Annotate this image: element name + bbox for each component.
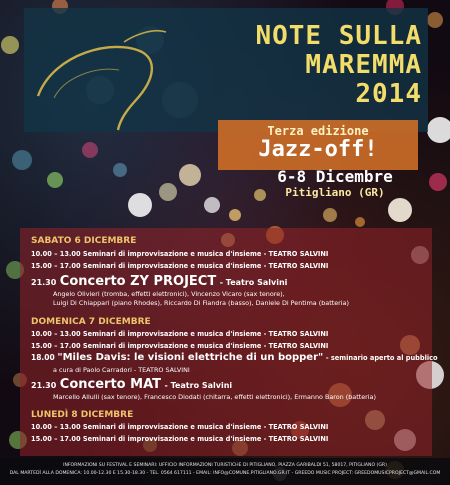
day-3-heading: LUNEDÌ 8 DICEMBRE <box>31 410 134 420</box>
concert-time: 21.30 <box>31 278 57 287</box>
day-2-seminar-curator: a cura di Paolo Carradori - TEATRO SALVINI <box>53 366 190 374</box>
day-2-seminar-2: 15.00 – 17.00 Seminari di improvvisazione e musica d'insieme - TEATRO SALVINI <box>31 342 329 350</box>
edition-box <box>218 120 418 170</box>
day-1-performers-1: Angelo Olivieri (tromba, effetti elettronici), Vincenzo Vicaro (sax tenore), <box>53 290 285 298</box>
concert-time: 21.30 <box>31 381 57 390</box>
day-3-seminar-1: 10.00 – 13.00 Seminari di improvvisazione e musica d'insieme - TEATRO SALVINI <box>31 423 329 431</box>
day-1-concert <box>31 274 287 289</box>
concert-venue: - Teatro Salvini <box>164 381 233 390</box>
footer-info <box>0 458 450 485</box>
footer-line-2: DAL MARTEDÌ ALLA DOMENICA: 10.00-12.30 E 15.30-18.30 - TEL. 0564 617111 - EMAIL: INFO@COMUNE.PITIGLIANO.GR.IT - GREEDO MUSIC PROJECT: GREEDOMUSICPROJECT@GMAIL.COM <box>9 471 441 476</box>
day-1-seminar-2: 15.00 – 17.00 Seminari di improvvisazione e musica d'insieme - TEATRO SALVINI <box>31 262 329 270</box>
footer-line-1: INFORMAZIONI SU FESTIVAL E SEMINARI: UFFICIO INFORMAZIONI TURISTICHE DI PITIGLIANO, PIAZZA GARIBALDI 51, 58017, PITIGLIANO (GR) <box>63 463 387 468</box>
concert-name: Concerto ZY PROJECT <box>59 274 217 289</box>
edition-name: Jazz-off! <box>258 137 378 162</box>
title-line-3: 2014 <box>355 79 422 109</box>
day-1-seminar-1: 10.00 – 13.00 Seminari di improvvisazione e musica d'insieme - TEATRO SALVINI <box>31 250 329 258</box>
edition-label: Terza edizione <box>267 124 369 138</box>
poster-title <box>162 22 422 109</box>
event-dates <box>260 168 410 199</box>
date-range: 6-8 Dicembre <box>277 167 393 186</box>
seminar-title: "Miles Davis: le visioni elettriche di un bopper" <box>57 352 324 363</box>
day-2-performers: Marcello Allulli (sax tenore), Francesco Diodati (chitarra, effetti elettronici), Ermanno Baron (batteria) <box>53 393 376 401</box>
title-line-1: NOTE SULLA <box>255 21 422 51</box>
concert-venue: - Teatro Salvini <box>219 278 288 287</box>
day-1-performers-2: Luigi Di Chiappari (piano Rhodes), Riccardo Di Fiandra (basso), Daniele Di Pentima (batteria) <box>53 299 349 307</box>
day-1-heading: SABATO 6 DICEMBRE <box>31 236 137 246</box>
day-2-heading: DOMENICA 7 DICEMBRE <box>31 317 151 327</box>
day-2-concert <box>31 377 232 392</box>
event-location: Pitigliano (GR) <box>285 186 385 199</box>
seminar-desc: - seminario aperto al pubblico <box>325 354 438 362</box>
seminar-time: 18.00 <box>31 353 55 362</box>
title-line-2: MAREMMA <box>305 50 422 80</box>
concert-name: Concerto MAT <box>59 377 161 392</box>
day-2-public-seminar <box>31 352 438 363</box>
day-3-seminar-2: 15.00 – 17.00 Seminari di improvvisazione e musica d'insieme - TEATRO SALVINI <box>31 435 329 443</box>
day-2-seminar-1: 10.00 – 13.00 Seminari di improvvisazione e musica d'insieme - TEATRO SALVINI <box>31 330 329 338</box>
